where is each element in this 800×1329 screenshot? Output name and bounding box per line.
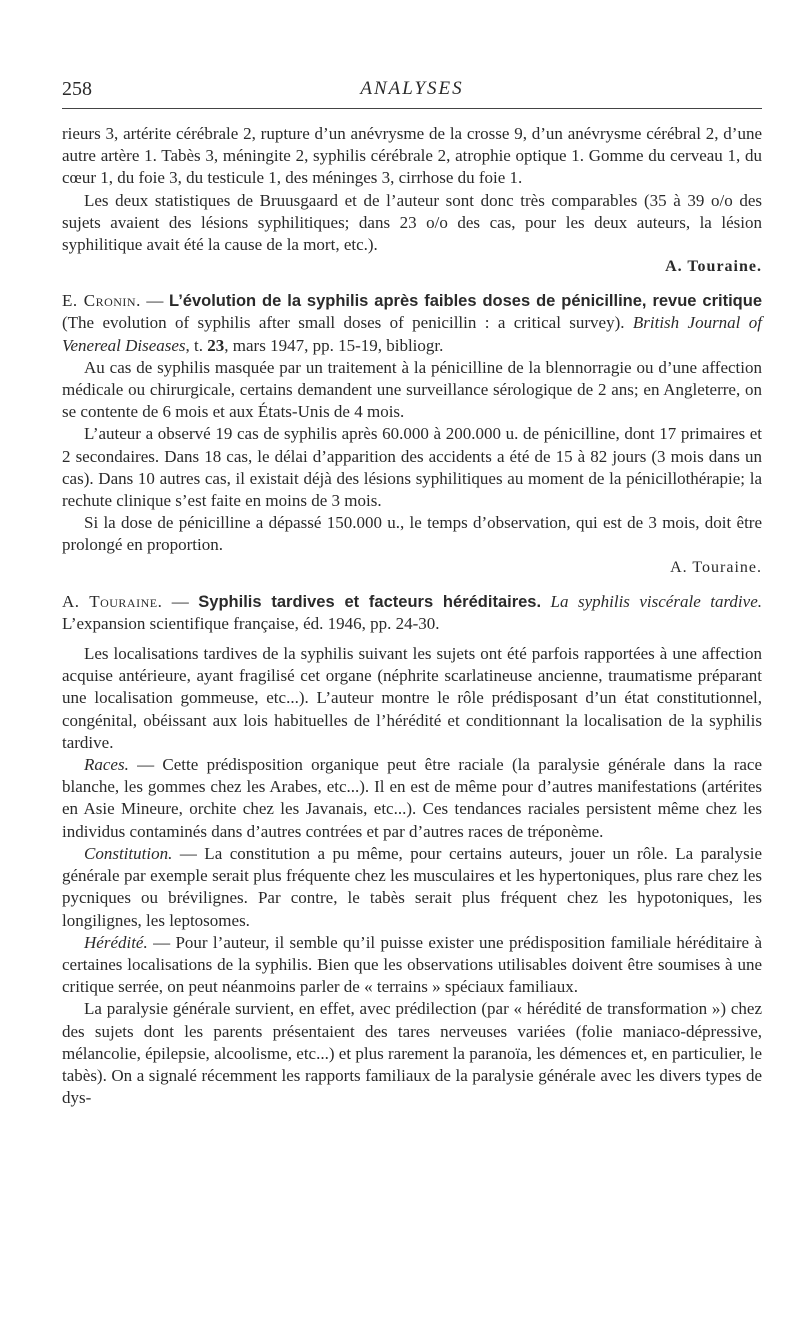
reference-volume: 23 [207,335,225,355]
paragraph: La paralysie générale survient, en effet, avec prédilection (par « hérédité de transformation ») chez des sujets dont les parents présentaient des tares nerveuses variées (folie maniaco-dépressive, mélancolie, épilepsie, alcoolisme, etc...) et plus rarement la paranoïa, les démences et, en particulier, le tabès). On a signalé récemment les rapports familiaux de la paralysie générale avec les divers types de dys- [62,999,762,1108]
reference-source: La syphilis viscérale tardive. [541,591,762,611]
signature: A. Touraine. [665,258,762,276]
paragraph: Les localisations tardives de la syphilis suivant les sujets ont été parfois rapportées à une affection acquise antérieure, ayant fragilisé cet organe (néphrite scarlatineuse ancienne, traumatisme préparant une localisation gommeuse, etc...). L’auteur montre le rôle prédisposant d’un état constitutionnel, congénital, obéissant aux lois habituelles de l’hérédité et conditionnant la localisation de la syphilis tardive. [62,644,762,752]
page [62,0,762,1109]
reference-dash: — [162,591,199,611]
signature: A. Touraine. [670,558,762,576]
reference-subtitle: (The evolution of syphilis after small doses of penicillin : a critical survey). [62,313,633,333]
paragraph-races [62,754,762,843]
paragraph: L’auteur a observé 19 cas de syphilis après 60.000 à 200.000 u. de pénicilline, dont 17 primaires et 2 secondaires. Dans 18 cas, le délai d’apparition des accidents a été de 15 à 82 jours (3 mois dans un cas). Dans 10 autres cas, il existait déjà des lésions syphilitiques au moment de la pénicillothérapie; la rechute clinique s’est faite en moins de 3 mois. [62,424,762,511]
paragraph-heredite [62,932,762,999]
reference-entry [62,591,762,635]
reference-dash: — [140,291,170,311]
subheading-constitution: Constitution. [84,843,173,863]
reference-vol-prefix: , t. [185,335,208,355]
reference-tail: L’expansion scientifique française, éd. 1946, pp. 24-30. [62,613,440,633]
reference-author: A. Touraine. [62,591,163,611]
paragraph: Si la dose de pénicilline a dépassé 150.000 u., le temps d’observation, qui est de 3 mois, doit être prolongé en proportion. [62,513,762,555]
reference-tail: , mars 1947, pp. 15-19, bibliogr. [224,335,444,355]
paragraph: rieurs 3, artérite cérébrale 2, rupture d’un anévrysme de la crosse 9, d’un anévrysme cérébral 2, d’une autre artère 1. Tabès 3, méningite 2, syphilis cérébrale 2, atrophie optique 1. Gomme du cerveau 1, du cœur 1, du foie 3, du testicule 1, des méninges 3, cirrhose du foie 1. [62,124,762,188]
page-number: 258 [62,78,92,100]
running-head: ANALYSES [360,78,464,99]
reference-journal: British Journal of Venereal Diseases [62,313,762,355]
reference-author: E. Cronin. [62,291,141,311]
subheading-heredite: Hérédité. [84,932,148,952]
paragraph: Les deux statistiques de Bruusgaard et de l’auteur sont donc très comparables (35 à 39 o/o des sujets avaient des lésions syphilitiques; dans 23 o/o des cas, pour les deux auteurs, la lésion syphilitique avait été la cause de la mort, etc.). [62,190,762,255]
races-text: — Cette prédisposition organique peut être raciale (la paralysie générale dans la race blanche, les gommes chez les Arabes, etc...). Il en est de même pour d’autres manifestations (artérites en Asie Mineure, orchite chez les Javanais, etc...). Ces tendances raciales persistent même chez les individus contaminés dans d’autres contrées et par d’autres races de tréponème. [62,755,762,841]
heredite-text: — Pour l’auteur, il semble qu’il puisse exister une prédisposition familiale héréditaire à certaines localisations de la syphilis. Bien que les observations utilisables doivent être soumises à une critique serrée, on peut néanmoins parler de « terrains » spéciaux familiaux. [62,932,762,997]
subheading-races: Races. [84,755,129,775]
paragraph: Au cas de syphilis masquée par un traitement à la pénicilline de la blennorragie ou d’une affection médicale ou chirurgicale, certains demandent une surveillance sérologique de 2 ans; en Angleterre, on se contente de 6 mois et aux États-Unis de 4 mois. [62,357,762,422]
article-body [62,123,762,1109]
page-header [62,78,762,109]
reference-entry [62,290,762,357]
reference-title: Syphilis tardives et facteurs héréditaires. [198,592,542,611]
paragraph-constitution [62,843,762,932]
constitution-text: — La constitution a pu même, pour certains auteurs, jouer un rôle. La paralysie générale par exemple serait plus fréquente chez les musculaires et les hypertoniques, plus rare chez les pycniques ou brévilignes. Par contre, le tabès serait plus fréquent chez les hypotoniques, les longilignes, les leptosomes. [62,843,762,930]
reference-title: L’évolution de la syphilis après faibles doses de pénicilline, revue critique [169,292,763,311]
